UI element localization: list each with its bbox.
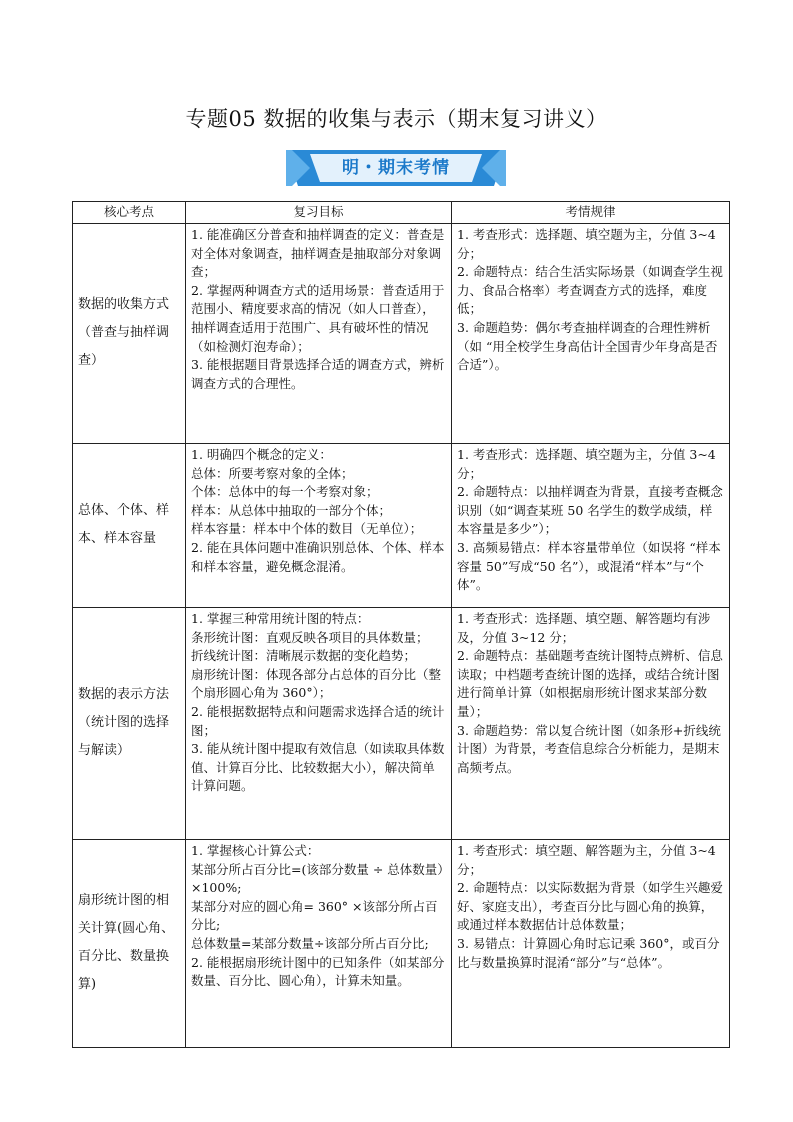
table-header-row bbox=[73, 202, 730, 224]
goals-cell bbox=[186, 608, 452, 840]
goal-line: 2. 能根据数据特点和问题需求选择合适的统计图； bbox=[191, 703, 445, 738]
goal-line: 总体：所要考察对象的全体； bbox=[191, 465, 354, 481]
table-row bbox=[73, 444, 730, 608]
table-row bbox=[73, 224, 730, 444]
topic-cell: 数据的表示方法（统计图的选择与解读） bbox=[73, 608, 186, 840]
rule-line: 3. 命题趋势：偶尔考查抽样调查的合理性辨析（如 “用全校学生身高估计全国青少年身高是否合适”）。 bbox=[457, 319, 718, 373]
goal-line: 1. 掌握核心计算公式： bbox=[191, 843, 320, 858]
goal-line: 1. 掌握三种常用统计图的特点： bbox=[191, 611, 370, 626]
page-title: 专题05 数据的收集与表示（期末复习讲义） bbox=[185, 107, 608, 131]
table-row bbox=[73, 608, 730, 840]
banner-label: 明・期末考情 bbox=[342, 158, 450, 178]
goal-line: 1. 能准确区分普查和抽样调查的定义：普查是对全体对象调查，抽样调查是抽取部分对象调查； bbox=[191, 227, 445, 280]
rule-line: 1. 考查形式：填空题、解答题为主，分值 3~4分； bbox=[457, 843, 716, 877]
rule-line: 2. 命题特点：以实际数据为背景（如学生兴趣爱好、家庭支出），考查百分比与圆心角的换算，或通过样本数据估计总体数量； bbox=[457, 880, 723, 933]
goals-cell bbox=[186, 840, 452, 1048]
goal-line: 总体数量=某部分数量÷该部分所占百分比; bbox=[191, 935, 429, 951]
rule-line: 1. 考查形式：选择题、填空题为主，分值 3~4分； bbox=[457, 227, 716, 261]
rule-line: 3. 命题趋势：常以复合统计图（如条形+折线统计图）为背景，考查信息综合分析能力，是期末高频考点。 bbox=[457, 722, 721, 775]
rules-cell bbox=[452, 444, 730, 608]
rule-line: 3. 易错点：计算圆心角时忘记乘 360°，或百分比与数量换算时混淆“部分”与“总体”。 bbox=[457, 935, 720, 970]
goal-line: 折线统计图：清晰展示数据的变化趋势； bbox=[191, 648, 417, 664]
rules-cell bbox=[452, 224, 730, 444]
goal-line: 扇形统计图：体现各部分占总体的百分比（整个扇形圆心角为 360°）； bbox=[191, 666, 442, 701]
header-exam-pattern: 考情规律 bbox=[452, 202, 730, 224]
header-review-goal: 复习目标 bbox=[186, 202, 452, 224]
goal-line: 1. 明确四个概念的定义： bbox=[191, 447, 332, 462]
goal-line: 某部分所占百分比=(该部分数量 ÷ 总体数量）×100%; bbox=[191, 861, 444, 896]
goal-line: 样本：从总体中抽取的一部分个体； bbox=[191, 502, 392, 518]
goals-cell bbox=[186, 444, 452, 608]
topic-cell: 总体、个体、样本、样本容量 bbox=[73, 444, 186, 608]
goal-line: 某部分对应的圆心角= 360° ×该部分所占百分比; bbox=[191, 898, 438, 933]
goals-cell bbox=[186, 224, 452, 444]
rule-line: 1. 考查形式：选择题、填空题、解答题均有涉及，分值 3~12 分； bbox=[457, 611, 711, 645]
section-banner bbox=[286, 150, 506, 186]
rule-line: 2. 命题特点：基础题考查统计图特点辨析、信息读取；中档题考查统计图的选择，或结合统计图进行简单计算（如根据扇形统计图求某部分数量）； bbox=[457, 648, 723, 719]
goal-line: 条形统计图：直观反映各项目的具体数量； bbox=[191, 629, 429, 645]
rules-cell bbox=[452, 608, 730, 840]
topic-cell: 扇形统计图的相关计算(圆心角、百分比、数量换算) bbox=[73, 840, 186, 1048]
topic-cell: 数据的收集方式（普查与抽样调查） bbox=[73, 224, 186, 444]
rule-line: 3. 高频易错点：样本容量带单位（如误将 “样本容量 50”写成“50 名”），或混淆“样本”与“个体”。 bbox=[457, 539, 721, 593]
goal-line: 2. 能在具体问题中准确识别总体、个体、样本和样本容量，避免概念混淆。 bbox=[191, 539, 445, 574]
goal-line: 个体：总体中的每一个考察对象； bbox=[191, 484, 379, 500]
rule-line: 1. 考查形式：选择题、填空题为主，分值 3~4分； bbox=[457, 447, 716, 481]
table-row bbox=[73, 840, 730, 1048]
goal-line: 样本容量：样本中个体的数目（无单位）； bbox=[191, 521, 423, 537]
rule-line: 2. 命题特点：以抽样调查为背景，直接考查概念识别（如“调查某班 50 名学生的数学成绩，样本容量是多少”）； bbox=[457, 484, 723, 537]
header-core-topic: 核心考点 bbox=[73, 202, 186, 224]
goal-line: 2. 掌握两种调查方式的适用场景：普查适用于范围小、精度要求高的情况（如人口普查），抽样调查适用于范围广、具有破坏性的情况（如检测灯泡寿命）； bbox=[191, 282, 445, 354]
goal-line: 3. 能根据题目背景选择合适的调查方式，辨析调查方式的合理性。 bbox=[191, 357, 445, 391]
goal-line: 2. 能根据扇形统计图中的已知条件（如某部分数量、百分比、圆心角），计算未知量。 bbox=[191, 954, 445, 989]
rules-cell bbox=[452, 840, 730, 1048]
goal-line: 3. 能从统计图中提取有效信息（如读取具体数值、计算百分比、比较数据大小），解决简单计算问题。 bbox=[191, 741, 445, 794]
rule-line: 2. 命题特点：结合生活实际场景（如调查学生视力、食品合格率）考查调查方式的选择，难度低； bbox=[457, 264, 723, 317]
exam-info-table bbox=[72, 201, 730, 1048]
